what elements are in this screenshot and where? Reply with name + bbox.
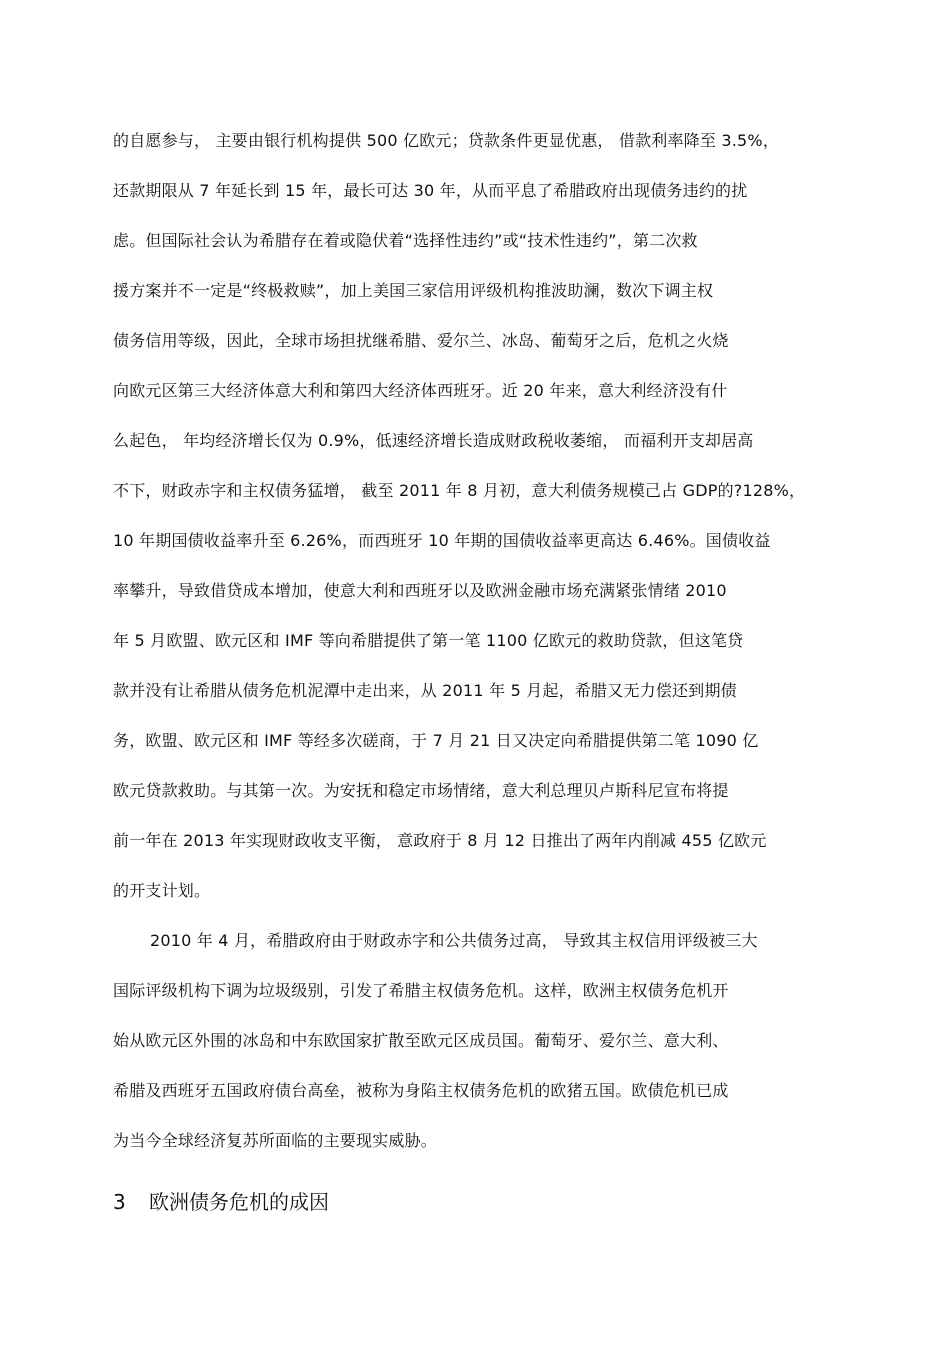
paragraph-1-line-10: 率攀升，导致借贷成本增加，使意大利和西班牙以及欧洲金融市场充满紧张情绪 2010 [113,581,727,600]
paragraph-2-line-4: 希腊及西班牙五国政府债台高垒，被称为身陷主权债务危机的欧猪五国。欧债危机已成 [113,1081,729,1100]
paragraph-1-line-6: 向欧元区第三大经济体意大利和第四大经济体西班牙。近 20 年来，意大利经济没有什 [113,381,728,400]
paragraph-1-line-3: 虑。但国际社会认为希腊存在着或隐伏着“选择性违约”或“技术性违约”，第二次救 [113,231,698,250]
paragraph-1-line-13: 务，欧盟、欧元区和 IMF 等经多次磋商，于 7 月 21 日又决定向希腊提供第二笔 1090 亿 [113,731,759,750]
section-heading [113,1189,329,1215]
paragraph-1-line-14: 欧元贷款救助。与其第一次。为安抚和稳定市场情绪，意大利总理贝卢斯科尼宣布将提 [113,781,729,800]
paragraph-2-line-2: 国际评级机构下调为垃圾级别，引发了希腊主权债务危机。这样，欧洲主权债务危机开 [113,981,729,1000]
paragraph-1-line-2: 还款期限从 7 年延长到 15 年，最长可达 30 年，从而平息了希腊政府出现债务违约的扰 [113,181,748,200]
paragraph-2-line-3: 始从欧元区外围的冰岛和中东欧国家扩散至欧元区成员国。葡萄牙、爱尔兰、意大利、 [113,1031,729,1050]
section-title: 欧洲债务危机的成因 [149,1190,329,1214]
paragraph-1-line-4: 援方案并不一定是“终极救赎”，加上美国三家信用评级机构推波助澜，数次下调主权 [113,281,714,300]
paragraph-1-line-8: 不下，财政赤字和主权债务猛增， 截至 2011 年 8 月初，意大利债务规模己占 GDP的?128%， [113,481,806,500]
paragraph-1-line-12: 款并没有让希腊从债务危机泥潭中走出来，从 2011 年 5 月起，希腊又无力偿还到期债 [113,681,737,700]
paragraph-2-line-5: 为当今全球经济复苏所面临的主要现实威胁。 [113,1131,438,1150]
paragraph-1-line-5: 债务信用等级，因此，全球市场担扰继希腊、爱尔兰、冰岛、葡萄牙之后，危机之火烧 [113,331,729,350]
paragraph-1-line-16: 的开支计划。 [113,881,211,900]
paragraph-1-line-9: 10 年期国债收益率升至 6.26%，而西班牙 10 年期的国债收益率更高达 6.46%。国债收益 [113,531,771,550]
paragraph-1-line-1: 的自愿参与， 主要由银行机构提供 500 亿欧元；贷款条件更显优惠， 借款利率降至 3.5%， [113,131,780,150]
paragraph-1-line-15: 前一年在 2013 年实现财政收支平衡， 意政府于 8 月 12 日推出了两年内削减 455 亿欧元 [113,831,767,850]
paragraph-1-line-7: 么起色， 年均经济增长仅为 0.9%，低速经济增长造成财政税收萎缩， 而福利开支却居高 [113,431,754,450]
paragraph-2-line-1: 2010 年 4 月，希腊政府由于财政赤字和公共债务过高， 导致其主权信用评级被三大 [150,931,758,950]
section-number: 3 [113,1190,126,1214]
paragraph-1-line-11: 年 5 月欧盟、欧元区和 IMF 等向希腊提供了第一笔 1100 亿欧元的救助贷款，但这笔贷 [113,631,744,650]
